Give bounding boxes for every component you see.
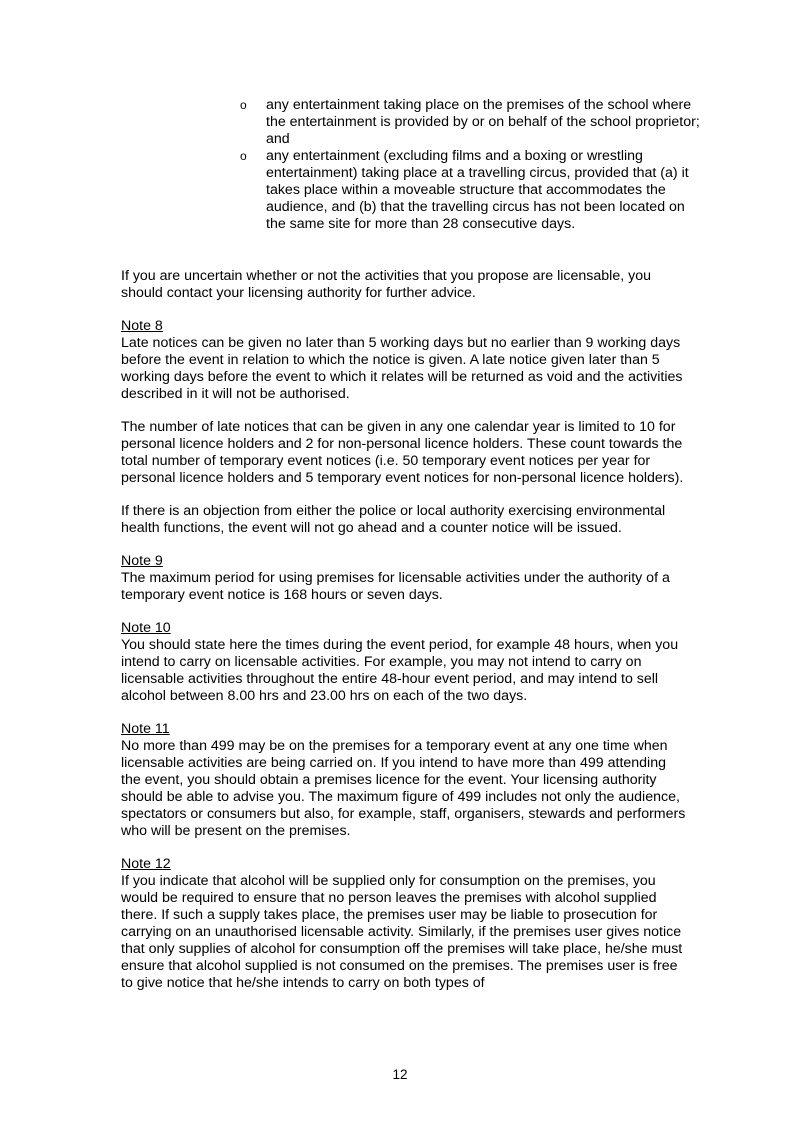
note-11-paragraph: No more than 499 may be on the premises for a temporary event at any one time when licensable activities are being carried on. If you intend to have more than 499 attending the event, you should obtain a premises licence for the event. Your licensing authority should be able to advise you. The maximum figure of 499 includes not only the audience, spectators or consumers but also, for example, staff, organisers, stewards and performers who will be present on the premises.: [121, 738, 686, 839]
list-item: [240, 148, 700, 233]
note-11-heading: Note 11: [121, 721, 170, 737]
note-12-section: [121, 856, 686, 992]
bullet-text: any entertainment (excluding films and a boxing or wrestling entertainment) taking place at a travelling circus, provided that (a) it takes place within a moveable structure that accommodates the audience, and (b) that the travelling circus has not been located on the same site for more than 28 consecutive days.: [266, 148, 689, 232]
note-12-paragraph: If you indicate that alcohol will be supplied only for consumption on the premises, you would be required to ensure that no person leaves the premises with alcohol supplied there. If such a supply takes place, the premises user may be liable to prosecution for carrying on an unauthorised licensable activity. Similarly, if the premises user gives notice that only supplies of alcohol for consumption off the premises will take place, he/she must ensure that alcohol supplied is not consumed on the premises. The premises user is free to give notice that he/she intends to carry on both types of: [121, 873, 683, 991]
page-number: 12: [392, 1067, 408, 1082]
bullet-list: [240, 97, 700, 233]
note-8-heading: Note 8: [121, 318, 163, 334]
bullet-text: any entertainment taking place on the premises of the school where the entertainment is provided by or on behalf of the school proprietor; and: [266, 97, 700, 147]
list-item: [240, 97, 700, 148]
note-9-paragraph: The maximum period for using premises for licensable activities under the authority of a temporary event notice is 168 hours or seven days.: [121, 570, 670, 603]
note-10-paragraph: You should state here the times during the event period, for example 48 hours, when you intend to carry on licensable activities. For example, you may not intend to carry on licensable activities throughout the entire 48-hour event period, and may intend to sell alcohol between 8.00 hrs and 23.00 hrs on each of the two days.: [121, 637, 679, 704]
note-8-section: [121, 318, 686, 537]
note-8-paragraph: Late notices can be given no later than 5 working days but no earlier than 9 working days before the event in relation to which the notice is given. A late notice given later than 5 working days before the event to which it relates will be returned as void and the activities described in it will not be authorised.: [121, 335, 683, 402]
note-8-paragraph: The number of late notices that can be given in any one calendar year is limited to 10 for personal licence holders and 2 for non-personal licence holders. These count towards the total number of temporary event notices (i.e. 50 temporary event notices per year for personal licence holders and 5 temporary event notices for non-personal licence holders).: [121, 419, 684, 486]
note-11-section: [121, 721, 686, 840]
note-10-section: [121, 620, 686, 705]
note-9-heading: Note 9: [121, 553, 163, 569]
note-8-paragraph: If there is an objection from either the police or local authority exercising environmental health functions, the event will not go ahead and a counter notice will be issued.: [121, 503, 666, 536]
note-10-heading: Note 10: [121, 620, 171, 636]
note-9-section: [121, 553, 686, 604]
intro-paragraph: If you are uncertain whether or not the activities that you propose are licensable, you should contact your licensing authority for further advice.: [121, 268, 651, 301]
body-text: [121, 268, 686, 1008]
bullet-marker: o: [240, 98, 247, 112]
bullet-marker: o: [240, 149, 247, 163]
note-12-heading: Note 12: [121, 856, 171, 872]
